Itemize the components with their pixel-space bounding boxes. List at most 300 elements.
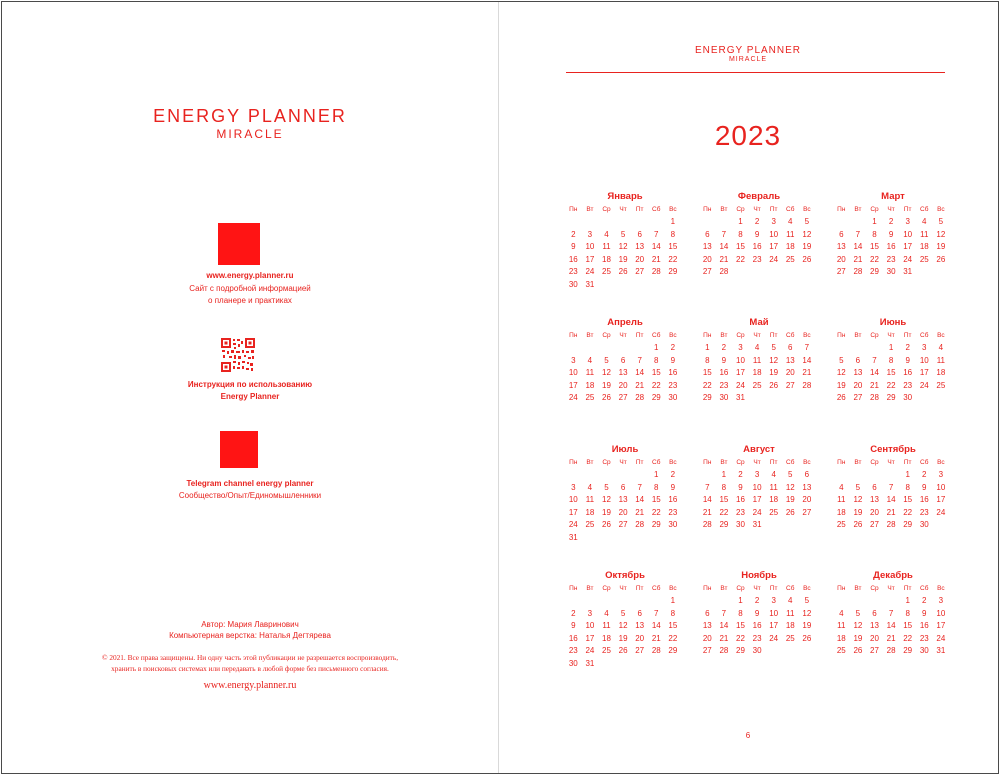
day-cell[interactable]: 4 <box>771 470 776 479</box>
day-cell[interactable]: 12 <box>853 621 863 631</box>
day-cell[interactable]: 28 <box>802 380 812 390</box>
day-cell[interactable]: 29 <box>903 646 913 656</box>
day-cell[interactable]: 27 <box>785 380 795 390</box>
day-cell[interactable]: 21 <box>719 633 729 643</box>
day-cell[interactable]: 13 <box>618 495 628 505</box>
day-cell[interactable]: 15 <box>702 368 712 378</box>
day-cell[interactable]: 10 <box>736 355 745 365</box>
day-cell[interactable]: 23 <box>736 507 745 517</box>
day-cell[interactable]: 11 <box>837 495 846 505</box>
day-cell[interactable]: 29 <box>651 393 661 403</box>
day-cell[interactable]: 11 <box>920 229 929 239</box>
day-cell[interactable]: 4 <box>604 229 609 239</box>
day-cell[interactable]: 17 <box>769 242 779 252</box>
day-cell[interactable]: 31 <box>585 279 595 289</box>
day-cell[interactable]: 9 <box>721 355 727 365</box>
day-cell[interactable]: 25 <box>602 267 611 277</box>
day-cell[interactable]: 25 <box>769 507 779 517</box>
day-cell[interactable]: 19 <box>785 495 795 505</box>
day-cell[interactable]: 2 <box>721 343 727 352</box>
day-cell[interactable]: 15 <box>903 621 913 631</box>
site-qr-placeholder[interactable] <box>218 223 260 265</box>
day-cell[interactable]: 27 <box>635 267 645 277</box>
day-cell[interactable]: 29 <box>886 393 896 403</box>
day-cell[interactable]: 2 <box>571 608 576 618</box>
day-cell[interactable]: 27 <box>618 393 628 403</box>
day-cell[interactable]: 26 <box>602 393 611 403</box>
day-cell[interactable]: 8 <box>705 355 710 365</box>
day-cell[interactable]: 22 <box>736 254 745 264</box>
day-cell[interactable]: 29 <box>668 267 678 277</box>
day-cell[interactable]: 5 <box>620 229 626 239</box>
day-cell[interactable]: 25 <box>785 254 795 264</box>
day-cell[interactable]: 25 <box>785 633 795 643</box>
day-cell[interactable]: 21 <box>635 507 645 517</box>
day-cell[interactable]: 3 <box>571 482 576 492</box>
day-cell[interactable]: 4 <box>839 482 844 492</box>
day-cell[interactable]: 21 <box>635 380 645 390</box>
day-cell[interactable]: 22 <box>651 507 661 517</box>
day-cell[interactable]: 31 <box>585 658 595 668</box>
day-cell[interactable]: 9 <box>922 482 927 492</box>
day-cell[interactable]: 30 <box>752 646 762 656</box>
day-cell[interactable]: 20 <box>702 633 712 643</box>
day-cell[interactable]: 22 <box>903 633 913 643</box>
day-cell[interactable]: 25 <box>602 646 611 656</box>
day-cell[interactable]: 16 <box>668 495 678 505</box>
day-cell[interactable]: 1 <box>905 470 910 479</box>
day-cell[interactable]: 9 <box>905 355 910 365</box>
day-cell[interactable]: 8 <box>670 229 676 239</box>
day-cell[interactable]: 6 <box>637 608 642 618</box>
day-cell[interactable]: 7 <box>855 229 861 239</box>
day-cell[interactable]: 23 <box>919 507 929 517</box>
day-cell[interactable]: 3 <box>938 470 944 479</box>
day-cell[interactable]: 10 <box>585 621 595 631</box>
day-cell[interactable]: 5 <box>804 217 810 226</box>
day-cell[interactable]: 10 <box>769 608 779 618</box>
day-cell[interactable]: 23 <box>668 380 678 390</box>
day-cell[interactable]: 30 <box>903 393 913 403</box>
day-cell[interactable]: 12 <box>802 229 812 239</box>
day-cell[interactable]: 16 <box>919 621 929 631</box>
day-cell[interactable]: 3 <box>922 343 927 352</box>
day-cell[interactable]: 15 <box>736 242 745 252</box>
day-cell[interactable]: 9 <box>571 621 576 631</box>
day-cell[interactable]: 15 <box>668 621 678 631</box>
site-url[interactable]: www.energy.planner.ru <box>206 271 294 280</box>
day-cell[interactable]: 13 <box>635 621 645 631</box>
day-cell[interactable]: 27 <box>618 520 628 530</box>
day-cell[interactable]: 11 <box>585 368 595 378</box>
day-cell[interactable]: 19 <box>802 242 812 252</box>
day-cell[interactable]: 7 <box>721 229 727 239</box>
day-cell[interactable]: 8 <box>738 229 743 239</box>
day-cell[interactable]: 11 <box>585 495 595 505</box>
day-cell[interactable]: 6 <box>855 355 861 365</box>
day-cell[interactable]: 21 <box>886 507 896 517</box>
day-cell[interactable]: 19 <box>836 380 846 390</box>
day-cell[interactable]: 27 <box>702 267 712 277</box>
day-cell[interactable]: 17 <box>568 507 578 517</box>
day-cell[interactable]: 13 <box>702 621 712 631</box>
day-cell[interactable]: 21 <box>870 380 879 390</box>
day-cell[interactable]: 7 <box>721 608 727 618</box>
day-cell[interactable]: 3 <box>587 229 593 239</box>
day-cell[interactable]: 10 <box>568 495 578 505</box>
day-cell[interactable]: 24 <box>769 633 779 643</box>
day-cell[interactable]: 6 <box>872 482 877 492</box>
day-cell[interactable]: 29 <box>702 393 712 403</box>
day-cell[interactable]: 14 <box>719 242 729 252</box>
day-cell[interactable]: 10 <box>919 355 929 365</box>
day-cell[interactable]: 26 <box>602 520 611 530</box>
day-cell[interactable]: 11 <box>769 482 778 492</box>
day-cell[interactable]: 7 <box>804 343 810 352</box>
day-cell[interactable]: 17 <box>936 495 946 505</box>
day-cell[interactable]: 25 <box>836 520 846 530</box>
day-cell[interactable]: 1 <box>738 217 743 226</box>
day-cell[interactable]: 11 <box>786 229 795 239</box>
day-cell[interactable]: 14 <box>651 621 661 631</box>
day-cell[interactable]: 1 <box>872 217 877 226</box>
day-cell[interactable]: 18 <box>919 242 929 252</box>
day-cell[interactable]: 28 <box>853 267 863 277</box>
day-cell[interactable]: 15 <box>668 242 678 252</box>
day-cell[interactable]: 26 <box>769 380 779 390</box>
day-cell[interactable]: 18 <box>836 507 846 517</box>
day-cell[interactable]: 28 <box>635 520 645 530</box>
day-cell[interactable]: 22 <box>651 380 661 390</box>
day-cell[interactable]: 13 <box>853 368 863 378</box>
day-cell[interactable]: 15 <box>651 368 661 378</box>
day-cell[interactable]: 7 <box>888 608 894 618</box>
day-cell[interactable]: 27 <box>802 507 812 517</box>
day-cell[interactable]: 1 <box>738 596 743 605</box>
day-cell[interactable]: 16 <box>668 368 678 378</box>
day-cell[interactable]: 2 <box>670 470 676 479</box>
day-cell[interactable]: 15 <box>870 242 879 252</box>
day-cell[interactable]: 25 <box>752 380 762 390</box>
day-cell[interactable]: 5 <box>855 608 861 618</box>
day-cell[interactable]: 13 <box>618 368 628 378</box>
day-cell[interactable]: 13 <box>802 482 812 492</box>
day-cell[interactable]: 17 <box>769 621 779 631</box>
day-cell[interactable]: 9 <box>738 482 743 492</box>
day-cell[interactable]: 19 <box>936 242 946 252</box>
day-cell[interactable]: 1 <box>670 217 676 226</box>
day-cell[interactable]: 7 <box>872 355 877 365</box>
day-cell[interactable]: 17 <box>752 495 762 505</box>
day-cell[interactable]: 31 <box>936 646 946 656</box>
day-cell[interactable]: 20 <box>802 495 812 505</box>
day-cell[interactable]: 5 <box>855 482 861 492</box>
day-cell[interactable]: 7 <box>637 355 642 365</box>
day-cell[interactable]: 6 <box>620 482 626 492</box>
day-cell[interactable]: 26 <box>785 507 795 517</box>
day-cell[interactable]: 24 <box>585 267 595 277</box>
day-cell[interactable]: 16 <box>568 633 578 643</box>
day-cell[interactable]: 17 <box>736 368 745 378</box>
day-cell[interactable]: 30 <box>719 393 729 403</box>
day-cell[interactable]: 23 <box>919 633 929 643</box>
day-cell[interactable]: 26 <box>802 633 812 643</box>
day-cell[interactable]: 29 <box>668 646 678 656</box>
day-cell[interactable]: 20 <box>836 254 846 264</box>
day-cell[interactable]: 17 <box>585 254 595 264</box>
day-cell[interactable]: 3 <box>754 470 760 479</box>
day-cell[interactable]: 25 <box>585 393 595 403</box>
day-cell[interactable]: 5 <box>771 343 776 352</box>
day-cell[interactable]: 13 <box>870 621 879 631</box>
day-cell[interactable]: 9 <box>922 608 927 618</box>
day-cell[interactable]: 31 <box>568 532 578 542</box>
day-cell[interactable]: 30 <box>919 520 929 530</box>
day-cell[interactable]: 6 <box>705 229 710 239</box>
day-cell[interactable]: 17 <box>568 380 578 390</box>
day-cell[interactable]: 22 <box>668 633 678 643</box>
day-cell[interactable]: 2 <box>738 470 743 479</box>
day-cell[interactable]: 13 <box>785 355 795 365</box>
day-cell[interactable]: 21 <box>719 254 729 264</box>
day-cell[interactable]: 10 <box>752 482 762 492</box>
day-cell[interactable]: 5 <box>938 217 944 226</box>
day-cell[interactable]: 7 <box>654 608 659 618</box>
day-cell[interactable]: 20 <box>618 380 628 390</box>
day-cell[interactable]: 22 <box>903 507 913 517</box>
day-cell[interactable]: 12 <box>936 229 946 239</box>
day-cell[interactable]: 10 <box>903 229 913 239</box>
day-cell[interactable]: 14 <box>651 242 661 252</box>
day-cell[interactable]: 22 <box>736 633 745 643</box>
day-cell[interactable]: 14 <box>853 242 863 252</box>
day-cell[interactable]: 29 <box>870 267 879 277</box>
day-cell[interactable]: 21 <box>651 633 661 643</box>
day-cell[interactable]: 3 <box>771 217 776 226</box>
day-cell[interactable]: 20 <box>702 254 712 264</box>
day-cell[interactable]: 30 <box>568 658 578 668</box>
day-cell[interactable]: 24 <box>903 254 913 264</box>
day-cell[interactable]: 22 <box>870 254 879 264</box>
day-cell[interactable]: 2 <box>888 217 894 226</box>
day-cell[interactable]: 11 <box>837 621 846 631</box>
day-cell[interactable]: 6 <box>788 343 793 352</box>
day-cell[interactable]: 10 <box>769 229 779 239</box>
day-cell[interactable]: 22 <box>886 380 896 390</box>
day-cell[interactable]: 22 <box>719 507 729 517</box>
day-cell[interactable]: 20 <box>785 368 795 378</box>
day-cell[interactable]: 28 <box>719 267 729 277</box>
day-cell[interactable]: 15 <box>886 368 896 378</box>
day-cell[interactable]: 19 <box>853 507 863 517</box>
day-cell[interactable]: 18 <box>836 633 846 643</box>
day-cell[interactable]: 17 <box>903 242 913 252</box>
day-cell[interactable]: 26 <box>853 520 863 530</box>
day-cell[interactable]: 3 <box>905 217 910 226</box>
day-cell[interactable]: 28 <box>702 520 712 530</box>
day-cell[interactable]: 9 <box>670 355 676 365</box>
day-cell[interactable]: 9 <box>754 608 760 618</box>
day-cell[interactable]: 8 <box>721 482 727 492</box>
day-cell[interactable]: 1 <box>654 470 659 479</box>
day-cell[interactable]: 21 <box>886 633 896 643</box>
day-cell[interactable]: 31 <box>752 520 762 530</box>
day-cell[interactable]: 25 <box>936 380 946 390</box>
day-cell[interactable]: 19 <box>602 507 611 517</box>
day-cell[interactable]: 31 <box>736 393 745 403</box>
day-cell[interactable]: 28 <box>651 646 661 656</box>
day-cell[interactable]: 14 <box>702 495 712 505</box>
day-cell[interactable]: 14 <box>719 621 729 631</box>
day-cell[interactable]: 18 <box>769 495 779 505</box>
day-cell[interactable]: 15 <box>651 495 661 505</box>
day-cell[interactable]: 27 <box>870 646 879 656</box>
day-cell[interactable]: 19 <box>802 621 812 631</box>
day-cell[interactable]: 16 <box>568 254 578 264</box>
day-cell[interactable]: 2 <box>922 470 927 479</box>
day-cell[interactable]: 10 <box>936 608 946 618</box>
day-cell[interactable]: 5 <box>604 355 609 365</box>
telegram-qr-placeholder[interactable] <box>220 431 258 468</box>
day-cell[interactable]: 26 <box>618 267 628 277</box>
day-cell[interactable]: 8 <box>670 608 676 618</box>
day-cell[interactable]: 6 <box>620 355 626 365</box>
day-cell[interactable]: 2 <box>670 343 676 352</box>
day-cell[interactable]: 8 <box>905 608 910 618</box>
day-cell[interactable]: 26 <box>618 646 628 656</box>
day-cell[interactable]: 30 <box>886 267 896 277</box>
day-cell[interactable]: 19 <box>769 368 779 378</box>
day-cell[interactable]: 30 <box>736 520 745 530</box>
day-cell[interactable]: 25 <box>836 646 846 656</box>
day-cell[interactable]: 25 <box>585 520 595 530</box>
day-cell[interactable]: 5 <box>604 482 609 492</box>
day-cell[interactable]: 20 <box>870 507 879 517</box>
day-cell[interactable]: 18 <box>785 242 795 252</box>
day-cell[interactable]: 9 <box>571 242 576 252</box>
day-cell[interactable]: 17 <box>919 368 929 378</box>
day-cell[interactable]: 27 <box>702 646 712 656</box>
day-cell[interactable]: 4 <box>788 596 793 605</box>
day-cell[interactable]: 12 <box>802 608 812 618</box>
day-cell[interactable]: 19 <box>618 254 628 264</box>
day-cell[interactable]: 12 <box>602 368 611 378</box>
day-cell[interactable]: 2 <box>922 596 927 605</box>
day-cell[interactable]: 31 <box>903 267 913 277</box>
day-cell[interactable]: 4 <box>938 343 944 352</box>
day-cell[interactable]: 7 <box>888 482 894 492</box>
day-cell[interactable]: 9 <box>888 229 894 239</box>
day-cell[interactable]: 27 <box>836 267 846 277</box>
day-cell[interactable]: 24 <box>919 380 929 390</box>
day-cell[interactable]: 27 <box>870 520 879 530</box>
day-cell[interactable]: 4 <box>788 217 793 226</box>
day-cell[interactable]: 4 <box>839 608 844 618</box>
day-cell[interactable]: 24 <box>585 646 595 656</box>
day-cell[interactable]: 6 <box>705 608 710 618</box>
day-cell[interactable]: 5 <box>620 608 626 618</box>
day-cell[interactable]: 1 <box>705 343 710 352</box>
day-cell[interactable]: 8 <box>888 355 894 365</box>
day-cell[interactable]: 16 <box>919 495 929 505</box>
day-cell[interactable]: 6 <box>839 229 844 239</box>
telegram-channel-name[interactable]: Telegram channel energy planner <box>186 479 314 488</box>
day-cell[interactable]: 4 <box>587 482 593 492</box>
day-cell[interactable]: 7 <box>705 482 710 492</box>
day-cell[interactable]: 4 <box>754 343 760 352</box>
day-cell[interactable]: 14 <box>886 621 896 631</box>
day-cell[interactable]: 24 <box>736 380 745 390</box>
day-cell[interactable]: 16 <box>719 368 729 378</box>
day-cell[interactable]: 9 <box>754 229 760 239</box>
day-cell[interactable]: 18 <box>602 633 611 643</box>
day-cell[interactable]: 14 <box>802 355 812 365</box>
day-cell[interactable]: 12 <box>785 482 795 492</box>
day-cell[interactable]: 16 <box>752 621 762 631</box>
day-cell[interactable]: 1 <box>654 343 659 352</box>
day-cell[interactable]: 18 <box>936 368 946 378</box>
day-cell[interactable]: 4 <box>604 608 609 618</box>
day-cell[interactable]: 11 <box>602 242 611 252</box>
day-cell[interactable]: 5 <box>804 596 810 605</box>
day-cell[interactable]: 29 <box>719 520 729 530</box>
day-cell[interactable]: 23 <box>886 254 896 264</box>
day-cell[interactable]: 24 <box>769 254 779 264</box>
day-cell[interactable]: 4 <box>922 217 927 226</box>
day-cell[interactable]: 18 <box>585 380 595 390</box>
day-cell[interactable]: 8 <box>738 608 743 618</box>
day-cell[interactable]: 28 <box>870 393 879 403</box>
day-cell[interactable]: 16 <box>886 242 896 252</box>
day-cell[interactable]: 28 <box>886 520 896 530</box>
day-cell[interactable]: 15 <box>719 495 729 505</box>
day-cell[interactable]: 23 <box>752 254 762 264</box>
qr-code-icon[interactable] <box>221 338 255 372</box>
day-cell[interactable]: 9 <box>670 482 676 492</box>
day-cell[interactable]: 3 <box>587 608 593 618</box>
day-cell[interactable]: 17 <box>585 633 595 643</box>
day-cell[interactable]: 7 <box>654 229 659 239</box>
day-cell[interactable]: 12 <box>618 242 628 252</box>
day-cell[interactable]: 11 <box>752 355 762 365</box>
day-cell[interactable]: 14 <box>886 495 896 505</box>
day-cell[interactable]: 2 <box>754 217 760 226</box>
day-cell[interactable]: 13 <box>870 495 879 505</box>
day-cell[interactable]: 1 <box>888 343 894 352</box>
day-cell[interactable]: 2 <box>905 343 910 352</box>
day-cell[interactable]: 18 <box>752 368 762 378</box>
day-cell[interactable]: 27 <box>635 646 645 656</box>
day-cell[interactable]: 20 <box>870 633 879 643</box>
day-cell[interactable]: 4 <box>587 355 593 365</box>
day-cell[interactable]: 11 <box>602 621 611 631</box>
day-cell[interactable]: 11 <box>786 608 795 618</box>
day-cell[interactable]: 28 <box>635 393 645 403</box>
day-cell[interactable]: 24 <box>568 520 578 530</box>
day-cell[interactable]: 24 <box>936 633 946 643</box>
day-cell[interactable]: 11 <box>936 355 946 365</box>
day-cell[interactable]: 21 <box>802 368 812 378</box>
day-cell[interactable]: 30 <box>668 520 678 530</box>
day-cell[interactable]: 8 <box>905 482 910 492</box>
day-cell[interactable]: 6 <box>637 229 642 239</box>
day-cell[interactable]: 24 <box>752 507 762 517</box>
day-cell[interactable]: 14 <box>635 368 645 378</box>
day-cell[interactable]: 16 <box>736 495 745 505</box>
day-cell[interactable]: 18 <box>785 621 795 631</box>
day-cell[interactable]: 5 <box>839 355 844 365</box>
day-cell[interactable]: 16 <box>903 368 913 378</box>
